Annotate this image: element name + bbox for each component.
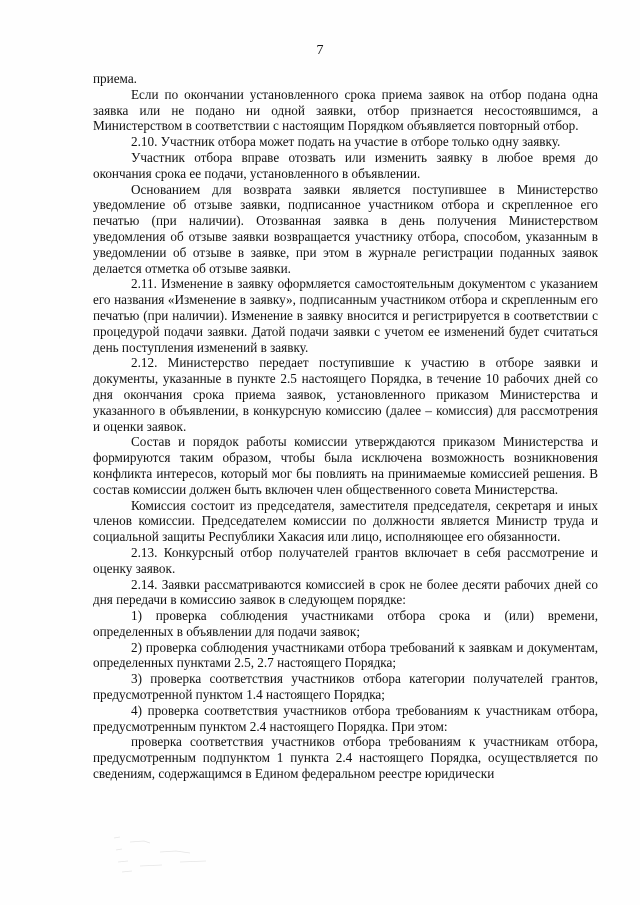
paragraph-2-14: 2.14. Заявки рассматриваются комиссией в срок не более десяти рабочих дней со дня передачи в комиссию заявок в следующем порядке: bbox=[93, 576, 598, 608]
paragraph-2-11: 2.11. Изменение в заявку оформляется самостоятельным документом с указанием его названия «Изменение в заявку», подписанным участником отбора и скрепленным его печатью (при наличии). Изменение в заявку вносится и регистрируется в соответствии с процедурой подачи заявки. Датой подачи заявки с учетом ее изменений будет считаться день поступления изменений в заявку. bbox=[93, 276, 598, 355]
paragraph-2-12: 2.12. Министерство передает поступившие к участию в отборе заявки и документы, указанные в пункте 2.5 настоящего Порядка, в течение 10 рабочих дней со дня окончания срока приема заявок, установленного приказом Министерства и указанного в объявлении, в конкурсную комиссию (далее – комиссия) для рассмотрения и оценки заявок. bbox=[93, 355, 598, 434]
paragraph-verification: проверка соответствия участников отбора требованиям к участникам отбора, предусмотренным подпунктом 1 пункта 2.4 настоящего Порядка, осуществляется по сведениям, содержащимся в Едином федеральном реестре юридически bbox=[93, 734, 598, 782]
paragraph-withdraw-right: Участник отбора вправе отозвать или изменить заявку в любое время до окончания срока ее подачи, установленного в объявлении. bbox=[93, 149, 598, 181]
list-item-3: 3) проверка соответствия участников отбора категории получателей грантов, предусмотренной пунктом 1.4 настоящего Порядка; bbox=[93, 671, 598, 703]
document-body bbox=[93, 71, 598, 782]
paragraph-continuation: приема. bbox=[93, 71, 137, 86]
paragraph-withdraw-basis: Основанием для возврата заявки является поступившее в Министерство уведомление об отзыве заявки, подписанное участником отбора и скрепленное его печатью (при наличии). Отозванная заявка в день получения Министерством уведомления об отзыве заявки возвращается участнику отбора, способом, указанным в уведомлении об отзыве в заявке, при этом в журнале регистрации поданных заявок делается отметка об отзыве заявки. bbox=[93, 181, 598, 276]
list-item-2: 2) проверка соблюдения участниками отбора требований к заявкам и документам, определенных пунктами 2.5, 2.7 настоящего Порядка; bbox=[93, 639, 598, 671]
page-number: 7 bbox=[316, 43, 324, 58]
paragraph-repeat-selection: Если по окончании установленного срока приема заявок на отбор подана одна заявка или не подано ни одной заявки, отбор признается несостоявшимся, а Министерством в соответствии с настоящим Порядком объявляется повторный отбор. bbox=[93, 86, 598, 134]
list-item-1: 1) проверка соблюдения участниками отбора срока и (или) времени, определенных в объявлении для подачи заявок; bbox=[93, 608, 598, 639]
faint-scan-marks bbox=[110, 832, 230, 877]
list-item-4: 4) проверка соответствия участников отбора требованиям к участникам отбора, предусмотренным пунктом 2.4 настоящего Порядка. При этом: bbox=[93, 702, 598, 734]
paragraph-2-10: 2.10. Участник отбора может подать на участие в отборе только одну заявку. bbox=[131, 134, 561, 150]
paragraph-commission-composition: Состав и порядок работы комиссии утверждаются приказом Министерства и формируются таким образом, чтобы была исключена возможность возникновения конфликта интересов, который мог бы повлиять на принимаемые комиссией решения. В состав комиссии должен быть включен член общественного совета Министерства. bbox=[93, 434, 598, 497]
paragraph-commission-members: Комиссия состоит из председателя, заместителя председателя, секретаря и иных членов комиссии. Председателем комиссии по должности является Министр труда и социальной защиты Республики Хакасия или лицо, исполняющее его обязанности. bbox=[93, 497, 598, 545]
paragraph-2-13: 2.13. Конкурсный отбор получателей грантов включает в себя рассмотрение и оценку заявок. bbox=[93, 544, 598, 576]
